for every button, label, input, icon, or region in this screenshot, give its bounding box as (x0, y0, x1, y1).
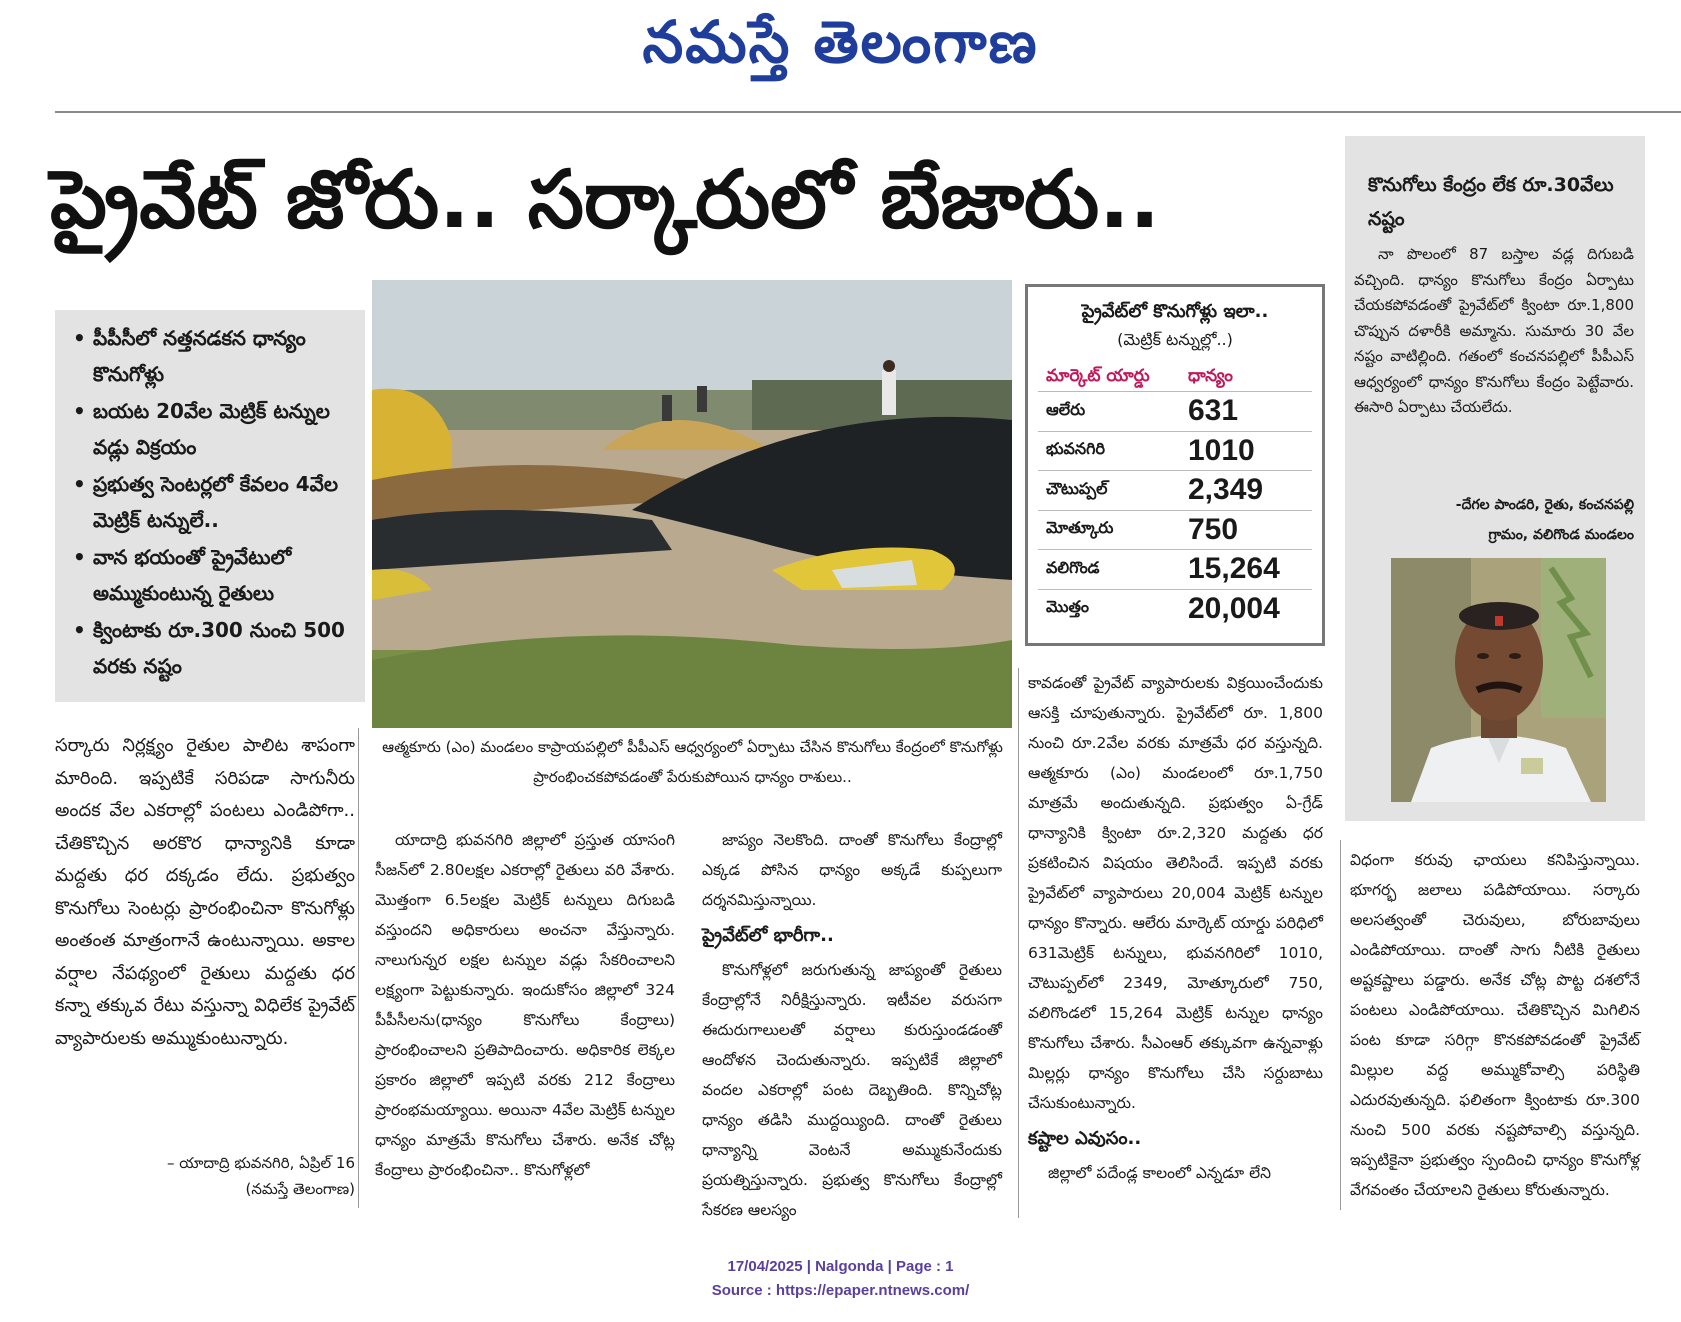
grain-value: 631 (1188, 394, 1239, 428)
table-subtitle: (మెట్రిక్ టన్నుల్లో..) (1117, 330, 1233, 349)
column-divider (358, 728, 359, 1208)
credit-line-2: గ్రామం, వలిగొండ మండలం (1488, 527, 1634, 543)
table-header (1038, 361, 1312, 391)
highlight-item: • బయట 20వేల మెట్రిక్ టన్నుల వడ్లు విక్రయం (73, 393, 355, 465)
highlight-item: • ప్రభుత్వ సెంటర్లలో కేవలం 4వేల మెట్రిక్ టన్నులే.. (73, 466, 355, 538)
grain-value: 2,349 (1188, 473, 1264, 507)
table-row (1038, 589, 1312, 629)
market-name: ఆలేరు (1046, 399, 1086, 419)
market-name: భువనగిరి (1046, 439, 1105, 459)
market-name: మోత్కూరు (1046, 518, 1114, 538)
dateline-source: (నమస్తే తెలంగాణ) (245, 1180, 355, 1198)
article-column-2: యాదాద్రి భువనగిరి జిల్లాలో ప్రస్తుత యాసంగి సీజన్‌లో 2.80లక్షల ఎకరాల్లో రైతులు వరి వేశారు. మొత్తంగా 6.5లక్షల మెట్రిక్ టన్నులు దిగుబడి వస్తుందని అధికారులు అంచనా వేస్తున్నారు. నాలుగున్నర లక్షల టన్నుల వడ్లు సేకరించాలని లక్ష్యంగా పెట్టుకున్నారు. ఇందుకోసం జిల్లాలో 324 పీపీసీలను(ధాన్యం కొనుగోలు కేంద్రాలు) ప్రారంభించాలని ప్రతిపాదించారు. అధికారిక లెక్కల ప్రకారం జిల్లాలో ఇప్పటి వరకు 212 కేంద్రాలు ప్రారంభమయ్యాయి. అయినా 4వేల మెట్రిక్ టన్నుల ధాన్యం మాత్రమే కొనుగోలు చేశారు. అనేక చోట్ల కేంద్రాలు ప్రారంభించినా.. కొనుగోళ్లలో (375, 831, 675, 1179)
paddy-heaps-photo (372, 280, 1012, 728)
article-column-3 (702, 825, 1002, 1225)
quote-box-title: కొనుగోలు కేంద్రం లేక రూ.30వేలు నష్టం (1368, 174, 1614, 230)
article-paragraph: కొనుగోళ్లలో జరుగుతున్న జాప్యంతో రైతులు కేంద్రాల్లోనే నిరీక్షిస్తున్నారు. ఇటీవల వరుసగా ఈదురుగాలులతో వర్షాలు కురుస్తుండడంతో ఆందోళన చెందుతున్నారు. ఇప్పటికే జిల్లాలో వందల ఎకరాల్లో పంట దెబ్బతింది. కొన్నిచోట్ల ధాన్యం తడిసి ముద్దయ్యింది. దాంతో రైతులు ధాన్యాన్ని వెంటనే అమ్ముకునేందుకు ప్రయత్నిస్తున్నారు. ప్రభుత్వ కొనుగోలు కేంద్రాల్లో సేకరణ ఆలస్యం (702, 961, 1002, 1219)
masthead-rule (55, 111, 1681, 113)
quote-box-credit (1354, 490, 1634, 550)
table-title: ప్రైవేట్‌లో కొనుగోళ్లు ఇలా.. (1081, 301, 1269, 322)
table-row (1038, 431, 1312, 471)
column-divider (1340, 840, 1341, 1210)
market-name: చౌటుప్పల్ (1046, 478, 1108, 498)
grain-value: 1010 (1188, 433, 1255, 467)
grain-value: 20,004 (1188, 591, 1280, 625)
table-row (1038, 510, 1312, 550)
table-row (1038, 470, 1312, 510)
market-name: వలిగొండ (1046, 557, 1100, 577)
photo-caption: ఆత్మకూరు (ఎం) మండలం కాప్రాయపల్లిలో పీపీఎస్ ఆధ్వర్యంలో ఏర్పాటు చేసిన కొనుగోలు కేంద్రంలో కొనుగోళ్లు ప్రారంభించకపోవడంతో పేరుకుపోయిన ధాన్యం రాశులు.. (382, 738, 1003, 786)
procurement-table (1025, 284, 1325, 646)
table-row (1038, 391, 1312, 431)
footer-source: Source : https://epaper.ntnews.com/ (711, 1282, 970, 1299)
article-paragraph: జిల్లాలో పదేండ్ల కాలంలో ఎన్నడూ లేని (1048, 1164, 1271, 1182)
farmer-portrait-photo (1391, 558, 1606, 802)
subheading-hardship: కష్టాల ఎవుసం.. (1028, 1128, 1142, 1149)
grain-value: 15,264 (1188, 552, 1280, 586)
article-paragraph: జాప్యం నెలకొంది. దాంతో కొనుగోలు కేంద్రాల్లో ఎక్కడ పోసిన ధాన్యం అక్కడే కుప్పలుగా దర్శనమిస్తున్నాయి. (702, 831, 1002, 909)
dateline-place: – యాదాద్రి భువనగిరి, ఏప్రిల్ 16 (167, 1154, 355, 1172)
quote-box-body: నా పొలంలో 87 బస్తాల వడ్ల దిగుబడి వచ్చింది. ధాన్యం కొనుగోలు కేంద్రం ఏర్పాటు చేయకపోవడంతో ప్రైవేట్‌లో క్వింటా రూ.1,800 చొప్పున దళారీకి అమ్మాను. సుమారు 30 వేల నష్టం వాటిల్లింది. గతంలో కంచనపల్లిలో పీపీఎస్ ఆధ్వర్యంలో ధాన్యం కొనుగోలు కేంద్రం పెట్టేవారు. ఈసారి ఏర్పాటు చేయలేదు. (1354, 245, 1634, 416)
article-column-4 (1028, 668, 1323, 1188)
market-name: మొత్తం (1046, 597, 1090, 617)
page-headline: ప్రైవేట్ జోరు.. సర్కారులో బేజారు.. (50, 153, 1160, 246)
article-lead-column: సర్కారు నిర్లక్ష్యం రైతుల పాలిట శాపంగా మారింది. ఇప్పటికే సరిపడా సాగునీరు అందక వేల ఎకరాల్లో పంటలు ఎండిపోగా.. చేతికొచ్చిన అరకొర ధాన్యానికి కూడా మద్దతు ధర దక్కడం లేదు. ప్రభుత్వం కొనుగోలు సెంటర్లు ప్రారంభించినా కొనుగోళ్లు అంతంత మాత్రంగానే ఉంటున్నాయి. అకాల వర్షాల నేపథ్యంలో రైతులు మద్దతు ధర కన్నా తక్కువ రేటు వస్తున్నా విధిలేక ప్రైవేట్ వ్యాపారులకు అమ్ముకుంటున్నారు. (55, 735, 355, 1049)
header-market: మార్కెట్ యార్డు (1046, 366, 1150, 386)
article-dateline (100, 1150, 355, 1202)
table-row (1038, 549, 1312, 589)
subheading-private: ప్రైవేట్‌లో భారీగా.. (702, 925, 834, 946)
article-paragraph: కావడంతో ప్రైవేట్ వ్యాపారులకు విక్రయించేందుకు ఆసక్తి చూపుతున్నారు. ప్రైవేట్‌లో రూ. 1,800 నుంచి రూ.2వేల వరకు మాత్రమే ధర వస్తున్నది. ఆత్మకూరు (ఎం) మండలంలో రూ.1,750 మాత్రమే అందుతున్నది. ప్రభుత్వం ఏ-గ్రేడ్ ధాన్యానికి క్వింటా రూ.2,320 మద్దతు ధర ప్రకటించిన విషయం తెలిసిందే. ఇప్పటి వరకు ప్రైవేట్‌లో వ్యాపారులు 20,004 మెట్రిక్ టన్నుల ధాన్యం కొన్నారు. ఆలేరు మార్కెట్ యార్డు పరిధిలో 631మెట్రిక్ టన్నులు, భువనగిరిలో 1010, చౌటుప్పల్‌లో 2349, మోత్కూరులో 750, వలిగొండలో 15,264 మెట్రిక్ టన్నుల ధాన్యం కొనుగోలు చేశారు. సీఎంఆర్ తక్కువగా ఉన్నవాళ్లు మిల్లర్లు ధాన్యం కొనుగోలు చేసి సర్దుబాటు చేసుకుంటున్నారు. (1028, 674, 1323, 1112)
highlight-item: • పీపీసీలో నత్తనడకన ధాన్యం కొనుగోళ్లు (73, 320, 355, 392)
column-divider (1018, 668, 1019, 1218)
header-grain: ధాన్యం (1188, 366, 1233, 386)
article-column-5: విధంగా కరువు ఛాయలు కనిపిస్తున్నాయి. భూగర్భ జలాలు పడిపోయాయి. సర్కారు అలసత్వంతో చెరువులు, బోరుబావులు ఎండిపోయాయి. దాంతో సాగు నీటికి రైతులు అష్టకష్టాలు పడ్డారు. అనేక చోట్ల పొట్ట దశలోనే పంటలు ఎండిపోయాయి. చేతికొచ్చిన మిగిలిన పంట కూడా సరిగ్గా కొనకపోవడంతో ప్రైవేట్ మిల్లుల వద్ద అమ్ముకోవాల్సి పరిస్థితి ఎదురవుతున్నది. ఫలితంగా క్వింటాకు రూ.300 నుంచి 500 వరకు నష్టపోవాల్సి వస్తున్నది. ఇప్పటికైనా ప్రభుత్వం స్పందించి ధాన్యం కొనుగోళ్ల వేగవంతం చేయాలని రైతులు కోరుతున్నారు. (1350, 851, 1640, 1199)
newspaper-masthead: నమస్తే తెలంగాణ (642, 8, 1039, 76)
footer-edition-info: 17/04/2025 | Nalgonda | Page : 1 (727, 1258, 954, 1275)
grain-value: 750 (1188, 512, 1239, 546)
credit-line-1: -దేగల పాండరి, రైతు, కంచనపల్లి (1455, 497, 1634, 513)
highlight-item: • వాన భయంతో ప్రైవేటులో అమ్ముకుంటున్న రైతులు (73, 539, 355, 611)
highlights-box (55, 310, 365, 702)
highlight-item: • క్వింటాకు రూ.300 నుంచి 500 వరకు నష్టం (73, 612, 355, 684)
